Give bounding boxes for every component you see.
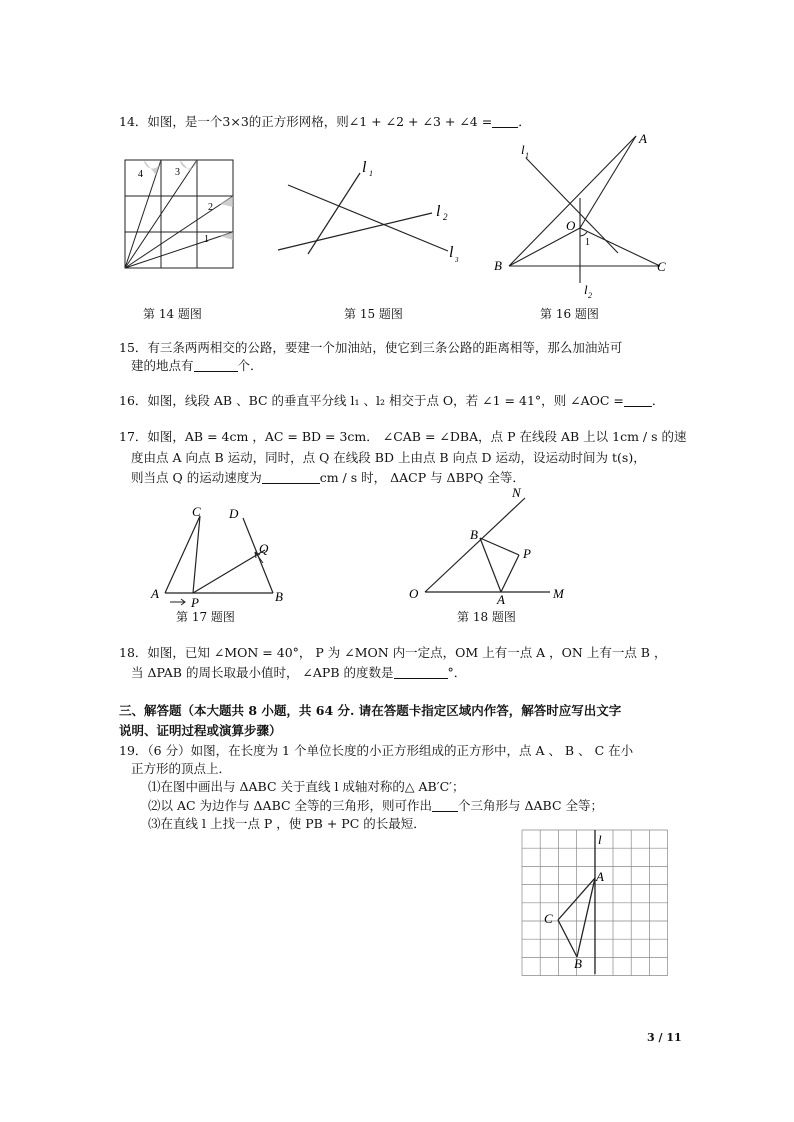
q15-line1: 15．有三条两两相交的公路，要建一个加油站，使它到三条公路的距离相等，那么加油站可 — [119, 340, 623, 355]
line-l-label: l — [598, 832, 602, 847]
point-D-label: D — [229, 506, 239, 521]
page-number: 3 / 11 — [647, 1031, 682, 1044]
section3-heading-line2: 说明、证明过程或演算步骤） — [119, 723, 282, 738]
angle-1-label: 1 — [585, 237, 590, 248]
svg-text:2: 2 — [588, 291, 592, 300]
line-l2-label: l — [584, 282, 588, 297]
q15-line2: 建的地点有 个． — [131, 358, 263, 373]
q19-line2: 正方形的顶点上． — [131, 761, 232, 776]
q18-line1: 18．如图，已知 ∠MON = 40°， P 为 ∠MON 内一定点，OM 上有一点 A ，ON 上有一点 B ， — [119, 645, 667, 660]
figure-14 — [120, 155, 240, 275]
point-O-label: O — [566, 218, 576, 233]
point-A-label: A — [497, 592, 505, 605]
q16-text: 16．如图，线段 AB 、BC 的垂直平分线 l₁ 、l₂ 相交于点 O，若 ∠1 = 41°，则 ∠AOC = ． — [119, 393, 665, 408]
q19-part2: ⑵以 AC 为边作与 ΔABC 全等的三角形，则可作出 个三角形与 ΔABC 全等； — [148, 798, 604, 813]
line-l1-label: l — [521, 142, 525, 157]
q14-blank — [492, 114, 518, 128]
point-A-label: A — [151, 586, 159, 601]
q16-blank — [624, 393, 652, 407]
figure-18 — [405, 485, 580, 605]
caption-16: 第 16 题图 — [540, 307, 599, 321]
point-A-label: A — [639, 131, 647, 146]
point-C-label: C — [544, 911, 553, 926]
q17-line1: 17．如图，AB = 4cm ，AC = BD = 3cm． ∠CAB = ∠DBA，点 P 在线段 AB 上以 1cm / s 的速 — [119, 429, 687, 444]
point-C-label: C — [657, 259, 666, 274]
caption-15: 第 15 题图 — [344, 307, 403, 321]
angle-label-1: 1 — [204, 234, 209, 245]
q19-line1: 19．（6 分）如图，在长度为 1 个单位长度的小正方形组成的正方形中，点 A 、 B 、 C 在小 — [119, 743, 634, 758]
q19-blank — [432, 798, 458, 812]
angle-label-2: 2 — [208, 202, 213, 213]
q15-blank — [194, 358, 238, 372]
angle-label-4: 4 — [138, 169, 143, 180]
point-P-label: P — [191, 595, 199, 608]
caption-14: 第 14 题图 — [143, 307, 202, 321]
q17-line2: 度由点 A 向点 B 运动，同时，点 Q 在线段 BD 上由点 B 向点 D 运动，设运动时间为 t(s)， — [131, 450, 646, 465]
ray-M-label: M — [553, 586, 564, 601]
q18-blank — [394, 665, 448, 679]
svg-text:2: 2 — [443, 212, 448, 222]
point-P-label: P — [523, 546, 531, 561]
point-B-label: B — [494, 258, 502, 273]
section3-heading-line1: 三、解答题（本大题共 8 小题，共 64 分. 请在答题卡指定区域内作答，解答时应写出文字 — [119, 703, 622, 718]
caption-17: 第 17 题图 — [176, 610, 235, 624]
figure-19 — [518, 826, 680, 976]
svg-text:1: 1 — [525, 151, 529, 160]
point-B-label: B — [574, 956, 582, 971]
point-A-label: A — [596, 869, 604, 884]
point-B-label: B — [275, 589, 283, 604]
q17-blank — [262, 470, 320, 484]
line-l1-label: l — [362, 159, 367, 176]
ray-N-label: N — [512, 485, 521, 500]
figure-16 — [488, 128, 688, 303]
q19-part3: ⑶在直线 l 上找一点 P ，使 PB + PC 的长最短． — [148, 816, 426, 831]
figure-15 — [270, 158, 470, 273]
caption-18: 第 18 题图 — [457, 610, 516, 624]
q17-line3: 则当点 Q 的运动速度为 cm / s 时， ΔACP 与 ΔBPQ 全等． — [131, 470, 525, 485]
q14-text: 14．如图，是一个3×3的正方形网格，则∠1 + ∠2 + ∠3 + ∠4 = ． — [119, 114, 531, 129]
q18-line2: 当 ΔPAB 的周长取最小值时， ∠APB 的度数是 °． — [131, 665, 467, 680]
svg-text:3: 3 — [455, 256, 459, 264]
line-l3-label: l — [449, 244, 454, 261]
point-B-label: B — [470, 527, 478, 542]
angle-label-3: 3 — [175, 167, 180, 178]
point-O-label: O — [409, 586, 419, 601]
line-l2-label: l — [436, 203, 441, 220]
figure-17 — [145, 500, 295, 608]
point-Q-label: Q — [259, 541, 269, 556]
q19-part1: ⑴在图中画出与 ΔABC 关于直线 l 成轴对称的△ AB′C′； — [148, 779, 465, 794]
point-C-label: C — [192, 504, 201, 519]
svg-text:1: 1 — [369, 169, 373, 178]
